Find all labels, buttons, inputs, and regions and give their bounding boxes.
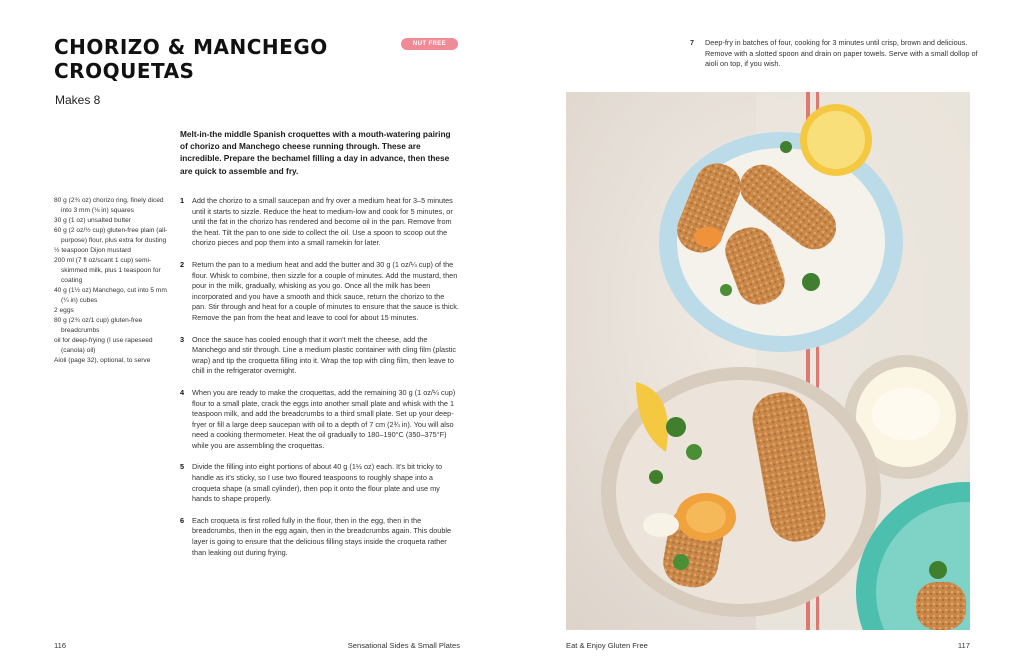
step-number: 7 (690, 38, 695, 47)
ingredient-item: 30 g (1 oz) unsalted butter (54, 217, 131, 224)
method-step (180, 516, 460, 558)
step-text: Deep-fry in batches of four, cooking for 3 minutes until crisp, brown and delicious. Remove with a slotted spoon and drain on paper towels. Serve with a small dollop of aioli on top, if you wish. (705, 38, 978, 69)
step-number: 2 (180, 259, 185, 269)
ingredient-item: oil for deep-frying (I use rapeseed (canola) oil) (54, 337, 153, 354)
recipe-intro: Melt-in-the middle Spanish croquettes with a mouth-watering pairing of chorizo and Manchego cheese running through. These are incredible. Prepare the bechamel filling a day in advance, then these are quick to assemble and fry. (180, 129, 451, 176)
ingredient-item: Aioli (page 32), optional, to serve (54, 357, 151, 364)
yield-text: Makes 8 (55, 93, 101, 107)
recipe-title (54, 35, 374, 83)
step-text: Return the pan to a medium heat and add the butter and 30 g (1 oz/¼ cup) of the flour. Whisk to combine, then sizzle for a couple of minutes. Add the mustard, then pour in the milk, gradually, whisking as you go. Once all the milk has been incorporated and you have a smooth and thick sauce, return the chorizo to the pan. Stir through and heat for a couple of minutes to ensure that the sauce is thick. Remove the pan from the heat and leave to cool for about 15 minutes. (192, 259, 459, 322)
ingredient-item: 80 g (2¾ oz/1 cup) gluten-free breadcrumbs (54, 317, 143, 334)
ingredient-item: 2 eggs (54, 307, 74, 314)
step-number: 3 (180, 334, 185, 344)
nut-free-badge: NUT FREE (401, 38, 458, 50)
title-line-1: CHORIZO & MANCHEGO (54, 35, 328, 59)
ingredient-item: 40 g (1½ oz) Manchego, cut into 5 mm (¼ in) cubes (54, 287, 167, 304)
method-step (180, 260, 460, 324)
ingredient-item: 200 ml (7 fl oz/scant 1 cup) semi-skimmed milk, plus 1 teaspoon for coating (54, 257, 161, 284)
method-steps (180, 196, 460, 569)
step-number: 1 (180, 196, 185, 205)
food-photo (566, 92, 970, 630)
step-text: Each croqueta is first rolled fully in the flour, then in the egg, then in the breadcrumbs, then in the egg again, then in the breadcrumbs again. This double layer is going to ensure that the delicious filling stays inside the croqueta rather than leaking out during frying. (192, 515, 452, 557)
step-text: Once the sauce has cooled enough that it won't melt the cheese, add the Manchego and stir through. Line a medium plastic container with cling film (plastic wrap) and tip the croquetta filling into it. Wrap the top with cling film, then leave to chill in the refrigerator overnight. (192, 334, 457, 376)
ingredient-item: 80 g (2¾ oz) chorizo ring, finely diced into 3 mm (⅛ in) squares (54, 197, 164, 214)
section-title: Sensational Sides & Small Plates (347, 641, 460, 650)
book-title: Eat & Enjoy Gluten Free (566, 641, 648, 650)
ingredient-item: ½ teaspoon Dijon mustard (54, 247, 131, 254)
method-step (180, 462, 460, 504)
method-step (180, 196, 460, 249)
method-step (690, 38, 990, 70)
title-line-2: CROQUETAS (54, 59, 195, 83)
step-text: When you are ready to make the croquettas, add the remaining 30 g (1 oz/¼ cup) flour to a small plate, crack the eggs into another small plate and whisk with the 1 teaspoon milk, and add the breadcrumbs to a third small plate. Set up your deep-fryer or fill a large deep saucepan with oil to a depth of 7 cm (2¾ in). You will also need a cooking thermometer. Heat the oil gradually to 180–190°C (350–375°F) while you are assembling the croquettas. (192, 387, 456, 450)
ingredients-list (54, 196, 170, 366)
right-page (512, 0, 1024, 668)
step-text: Divide the filling into eight portions of about 40 g (1½ oz) each. It's bit tricky to handle as it's sticky, so I use two floured teaspoons to roughly shape into a croqueta shape (a small cylinder), then pop it onto the flour plate and use my hands to shape properly. (192, 462, 443, 504)
croquetas-illustration (566, 92, 970, 630)
ingredient-item: 60 g (2 oz/½ cup) gluten-free plain (all-purpose) flour, plus extra for dusting (54, 227, 168, 244)
page-number-left: 116 (54, 641, 67, 650)
step-number: 4 (180, 387, 185, 397)
step-text: Add the chorizo to a small saucepan and fry over a medium heat for 3–5 minutes until it starts to sizzle. Reduce the heat to medium-low and cook for 5 minutes, or until the fat in the chorizo has rendered and become oil in the pan. Remove from the heat. Tilt the pan to one side to collect the oil. Use a spoon to scoop out the chorizo pieces and pop them into a small ramekin for later. (192, 196, 453, 248)
step-number: 5 (180, 462, 185, 472)
method-step (180, 335, 460, 377)
page-number-right: 117 (957, 641, 970, 650)
step-number: 6 (180, 515, 185, 525)
method-step (180, 388, 460, 452)
